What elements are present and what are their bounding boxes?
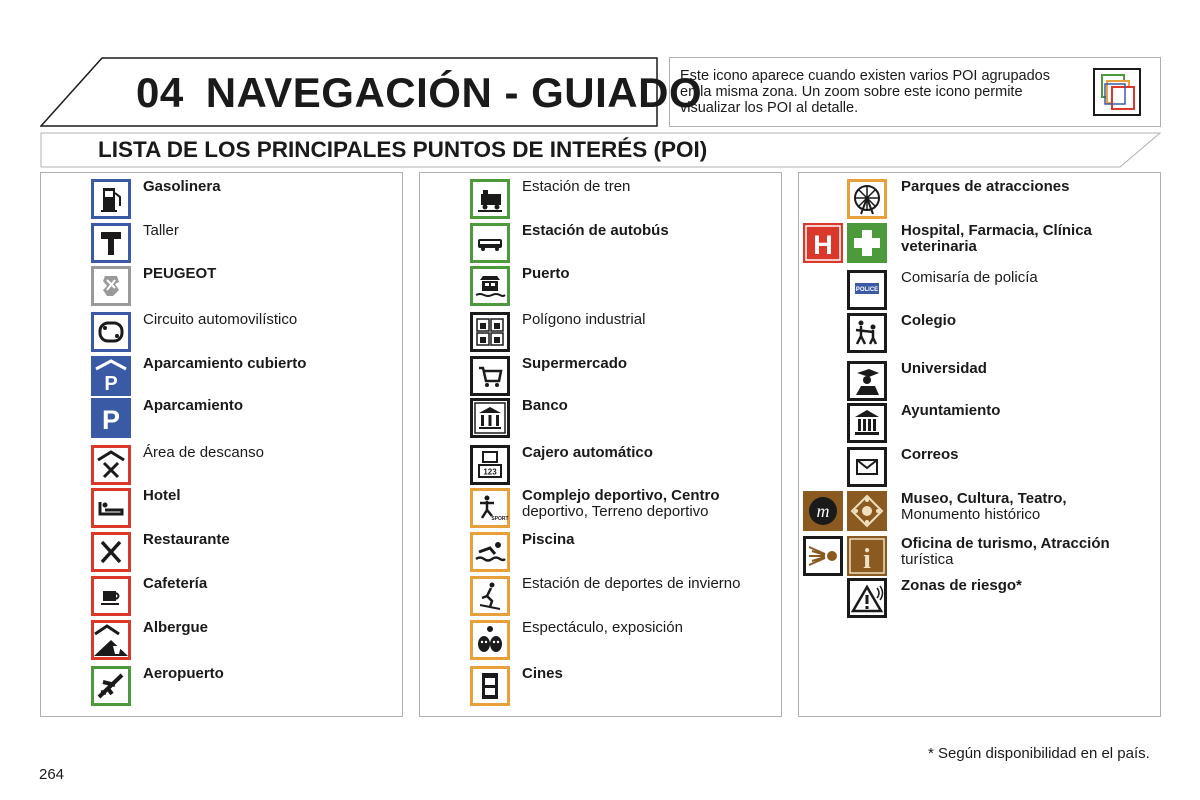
- poi-label-bold: Banco: [522, 397, 568, 414]
- fuel-pump-icon: [91, 179, 131, 219]
- poi-icon-group: [803, 223, 887, 263]
- poi-item: [420, 488, 780, 532]
- atm-icon: [470, 445, 510, 485]
- poi-item: [41, 666, 401, 710]
- poi-item: [799, 313, 1159, 357]
- poi-label-bold: Supermercado: [522, 355, 628, 372]
- skiing-icon: [470, 576, 510, 616]
- poi-label: [522, 179, 630, 195]
- industrial-zone-icon: [470, 312, 510, 352]
- poi-item: [799, 223, 1159, 267]
- poi-label-normal: Espectáculo, exposición: [522, 619, 683, 636]
- poi-icon-group: [847, 270, 887, 310]
- poi-item: [420, 312, 780, 356]
- poi-label: [522, 445, 653, 461]
- poi-label: [901, 578, 1022, 594]
- poi-item: [799, 361, 1159, 405]
- ferris-wheel-icon: [847, 179, 887, 219]
- poi-label-bold: Albergue: [143, 619, 209, 636]
- poi-label-bold: Parques de atracciones: [901, 178, 1070, 195]
- bank-icon: [470, 398, 510, 438]
- poi-item: [799, 403, 1159, 447]
- poi-item: [799, 447, 1159, 491]
- svg-text:POLICE: POLICE: [855, 287, 879, 293]
- poi-item: [799, 578, 1159, 622]
- poi-item: [420, 398, 780, 442]
- poi-label: [901, 223, 1141, 255]
- chapter-name: NAVEGACIÓN - GUIADO: [205, 69, 703, 116]
- poi-label-bold: Ayuntamiento: [901, 402, 1001, 419]
- poi-column-2: [419, 172, 782, 717]
- poi-label: [901, 491, 1067, 523]
- poi-icon-group: [91, 266, 131, 306]
- poi-icon-group: [803, 536, 887, 576]
- poi-label: [522, 532, 575, 548]
- poi-item: [799, 270, 1159, 314]
- poi-label-normal: deportivo, Terreno deportivo: [522, 503, 709, 520]
- restaurant-cutlery-icon: [91, 532, 131, 572]
- poi-label-normal: Comisaría de policía: [901, 269, 1038, 286]
- poi-icon-group: [91, 576, 131, 616]
- poi-icon-group: [847, 447, 887, 487]
- poi-icon-group: [470, 179, 510, 219]
- poi-icon-group: [470, 488, 510, 528]
- poi-label: [143, 223, 179, 239]
- mail-envelope-icon: [847, 447, 887, 487]
- hostel-icon: [91, 620, 131, 660]
- poi-icon-group: [847, 578, 887, 618]
- poi-icon-group: [470, 398, 510, 438]
- rest-area-icon: [91, 445, 131, 485]
- town-hall-icon: [847, 403, 887, 443]
- poi-label-bold: Cajero automático: [522, 444, 653, 461]
- poi-label-bold: Oficina de turismo, Atracción: [901, 535, 1110, 552]
- chapter-number: 04: [136, 69, 184, 116]
- poi-label: [901, 313, 956, 329]
- chapter-title: [136, 69, 702, 117]
- parking-icon: [91, 398, 131, 438]
- theater-masks-icon: [470, 620, 510, 660]
- chapter-title-box: [40, 57, 703, 127]
- footnote: * Según disponibilidad en el país.: [928, 745, 1150, 762]
- poi-icon-group: [91, 532, 131, 572]
- university-graduate-icon: [847, 361, 887, 401]
- poi-icon-group: [91, 312, 131, 352]
- svg-text:m: m: [816, 501, 830, 521]
- poi-item: [420, 223, 780, 267]
- poi-label-normal: Estación de deportes de invierno: [522, 575, 741, 592]
- poi-label-normal: Estación de tren: [522, 178, 631, 195]
- bus-icon: [470, 223, 510, 263]
- poi-label-bold: Aeropuerto: [143, 665, 224, 682]
- poi-icon-group: [91, 398, 131, 438]
- poi-label-bold: Estación de autobús: [522, 222, 669, 239]
- cinema-film-icon: [470, 666, 510, 706]
- poi-label: [901, 270, 1038, 286]
- section-title-box: [40, 132, 1162, 168]
- grouped-poi-note: [669, 57, 1161, 127]
- shopping-cart-icon: [470, 356, 510, 396]
- hospital-h-icon: [803, 223, 843, 263]
- poi-icon-group: [91, 666, 131, 706]
- poi-item: [420, 576, 780, 620]
- poi-icon-group: [847, 361, 887, 401]
- peugeot-lion-icon: [91, 266, 131, 306]
- police-icon: [847, 270, 887, 310]
- poi-item: [41, 223, 401, 267]
- coffee-cup-icon: [91, 576, 131, 616]
- poi-label: [522, 312, 645, 328]
- tourist-info-icon: [847, 536, 887, 576]
- svg-text:H: H: [813, 230, 833, 260]
- poi-label-bold: Museo, Cultura, Teatro,: [901, 490, 1067, 507]
- poi-label-bold: Aparcamiento cubierto: [143, 355, 307, 372]
- museum-m-icon: [803, 491, 843, 531]
- poi-icon-group: [847, 313, 887, 353]
- poi-item: [41, 620, 401, 664]
- poi-icon-group: [470, 620, 510, 660]
- poi-item: [41, 356, 401, 400]
- poi-item: [420, 666, 780, 710]
- poi-icon-group: [91, 223, 131, 263]
- poi-label-normal: Monumento histórico: [901, 506, 1041, 523]
- poi-label: [143, 356, 306, 372]
- hotel-bed-icon: [91, 488, 131, 528]
- poi-label-bold: Gasolinera: [143, 178, 221, 195]
- page-number: 264: [39, 766, 65, 783]
- poi-label: [143, 266, 216, 282]
- poi-label-bold: Piscina: [522, 531, 575, 548]
- poi-label: [522, 398, 568, 414]
- svg-text:123: 123: [483, 467, 497, 477]
- poi-item: [420, 356, 780, 400]
- poi-icon-group: [91, 445, 131, 485]
- poi-item: [420, 532, 780, 576]
- poi-item: [799, 179, 1159, 223]
- poi-label-normal: Taller: [143, 222, 179, 239]
- poi-label: [522, 356, 627, 372]
- poi-label: [522, 266, 570, 282]
- poi-icon-group: [470, 445, 510, 485]
- poi-label: [143, 445, 264, 461]
- poi-icon-group: [470, 532, 510, 572]
- section-title: LISTA DE LOS PRINCIPALES PUNTOS DE INTERÉS (POI): [98, 137, 708, 162]
- port-ship-icon: [470, 266, 510, 306]
- svg-text:P: P: [104, 373, 118, 395]
- poi-item: [41, 532, 401, 576]
- poi-column-3: [798, 172, 1161, 717]
- note-text: Este icono aparece cuando existen varios POI agrupados en la misma zona. Un zoom sobre este icono permite visualizar los POI al detalle.: [680, 68, 1050, 116]
- poi-item: [799, 536, 1159, 580]
- poi-label-normal: Polígono industrial: [522, 311, 646, 328]
- race-circuit-icon: [91, 312, 131, 352]
- poi-label: [143, 532, 230, 548]
- poi-item: [41, 312, 401, 356]
- risk-zone-warning-icon: [847, 578, 887, 618]
- poi-label-bold: Restaurante: [143, 531, 230, 548]
- poi-label: [143, 666, 224, 682]
- poi-label-bold: Hotel: [143, 487, 181, 504]
- svg-text:SPORT: SPORT: [491, 516, 509, 522]
- poi-item: [420, 620, 780, 664]
- school-children-icon: [847, 313, 887, 353]
- poi-label: [901, 403, 1000, 419]
- poi-icon-group: [847, 403, 887, 443]
- grouped-poi-icon: [1093, 68, 1141, 116]
- poi-item: [420, 266, 780, 310]
- poi-item: [41, 576, 401, 620]
- poi-label-normal: Área de descanso: [143, 444, 264, 461]
- poi-column-1: [40, 172, 403, 717]
- poi-label: [522, 488, 720, 520]
- pharmacy-cross-icon: [847, 223, 887, 263]
- poi-label: [901, 447, 959, 463]
- poi-label: [901, 361, 987, 377]
- poi-item: [799, 491, 1159, 535]
- poi-label: [522, 666, 563, 682]
- svg-text:P: P: [101, 405, 121, 435]
- poi-label: [143, 620, 208, 636]
- poi-label-bold: Cafetería: [143, 575, 208, 592]
- poi-item: [41, 398, 401, 442]
- poi-icon-group: [91, 488, 131, 528]
- poi-label-bold: Puerto: [522, 265, 570, 282]
- poi-item: [41, 179, 401, 223]
- tourist-attraction-icon: [803, 536, 843, 576]
- swimming-icon: [470, 532, 510, 572]
- svg-text:i: i: [863, 544, 871, 575]
- poi-label: [522, 576, 740, 592]
- poi-icon-group: [803, 491, 887, 531]
- poi-label-normal: Circuito automovilístico: [143, 311, 298, 328]
- poi-label-bold: Aparcamiento: [143, 397, 244, 414]
- poi-item: [41, 488, 401, 532]
- poi-item: [41, 266, 401, 310]
- airplane-icon: [91, 666, 131, 706]
- poi-label-bold: Zonas de riesgo*: [901, 577, 1022, 594]
- poi-label: [143, 576, 207, 592]
- covered-parking-icon: [91, 356, 131, 396]
- poi-label-bold: Colegio: [901, 312, 956, 329]
- poi-icon-group: [847, 179, 887, 219]
- poi-item: [420, 445, 780, 489]
- poi-item: [420, 179, 780, 223]
- poi-icon-group: [91, 620, 131, 660]
- poi-label-bold: Complejo deportivo, Centro: [522, 487, 720, 504]
- poi-label: [143, 398, 243, 414]
- poi-icon-group: [470, 223, 510, 263]
- poi-icon-group: [470, 266, 510, 306]
- poi-icon-group: [91, 179, 131, 219]
- sport-icon: [470, 488, 510, 528]
- poi-label-normal: turística: [901, 551, 954, 568]
- poi-label: [143, 488, 181, 504]
- poi-label: [901, 536, 1110, 568]
- poi-label-bold: Cines: [522, 665, 563, 682]
- monument-icon: [847, 491, 887, 531]
- poi-icon-group: [470, 356, 510, 396]
- poi-label: [901, 179, 1069, 195]
- poi-icon-group: [470, 312, 510, 352]
- poi-item: [41, 445, 401, 489]
- poi-label: [143, 312, 297, 328]
- wrench-icon: [91, 223, 131, 263]
- poi-label: [522, 620, 683, 636]
- poi-icon-group: [91, 356, 131, 396]
- poi-label-bold: Correos: [901, 446, 959, 463]
- poi-icon-group: [470, 666, 510, 706]
- poi-label: [522, 223, 669, 239]
- poi-label: [143, 179, 221, 195]
- poi-icon-group: [470, 576, 510, 616]
- poi-label-bold: Universidad: [901, 360, 987, 377]
- poi-label-bold: PEUGEOT: [143, 265, 217, 282]
- poi-label-bold: Hospital, Farmacia, Clínica veterinaria: [901, 222, 1092, 255]
- train-icon: [470, 179, 510, 219]
